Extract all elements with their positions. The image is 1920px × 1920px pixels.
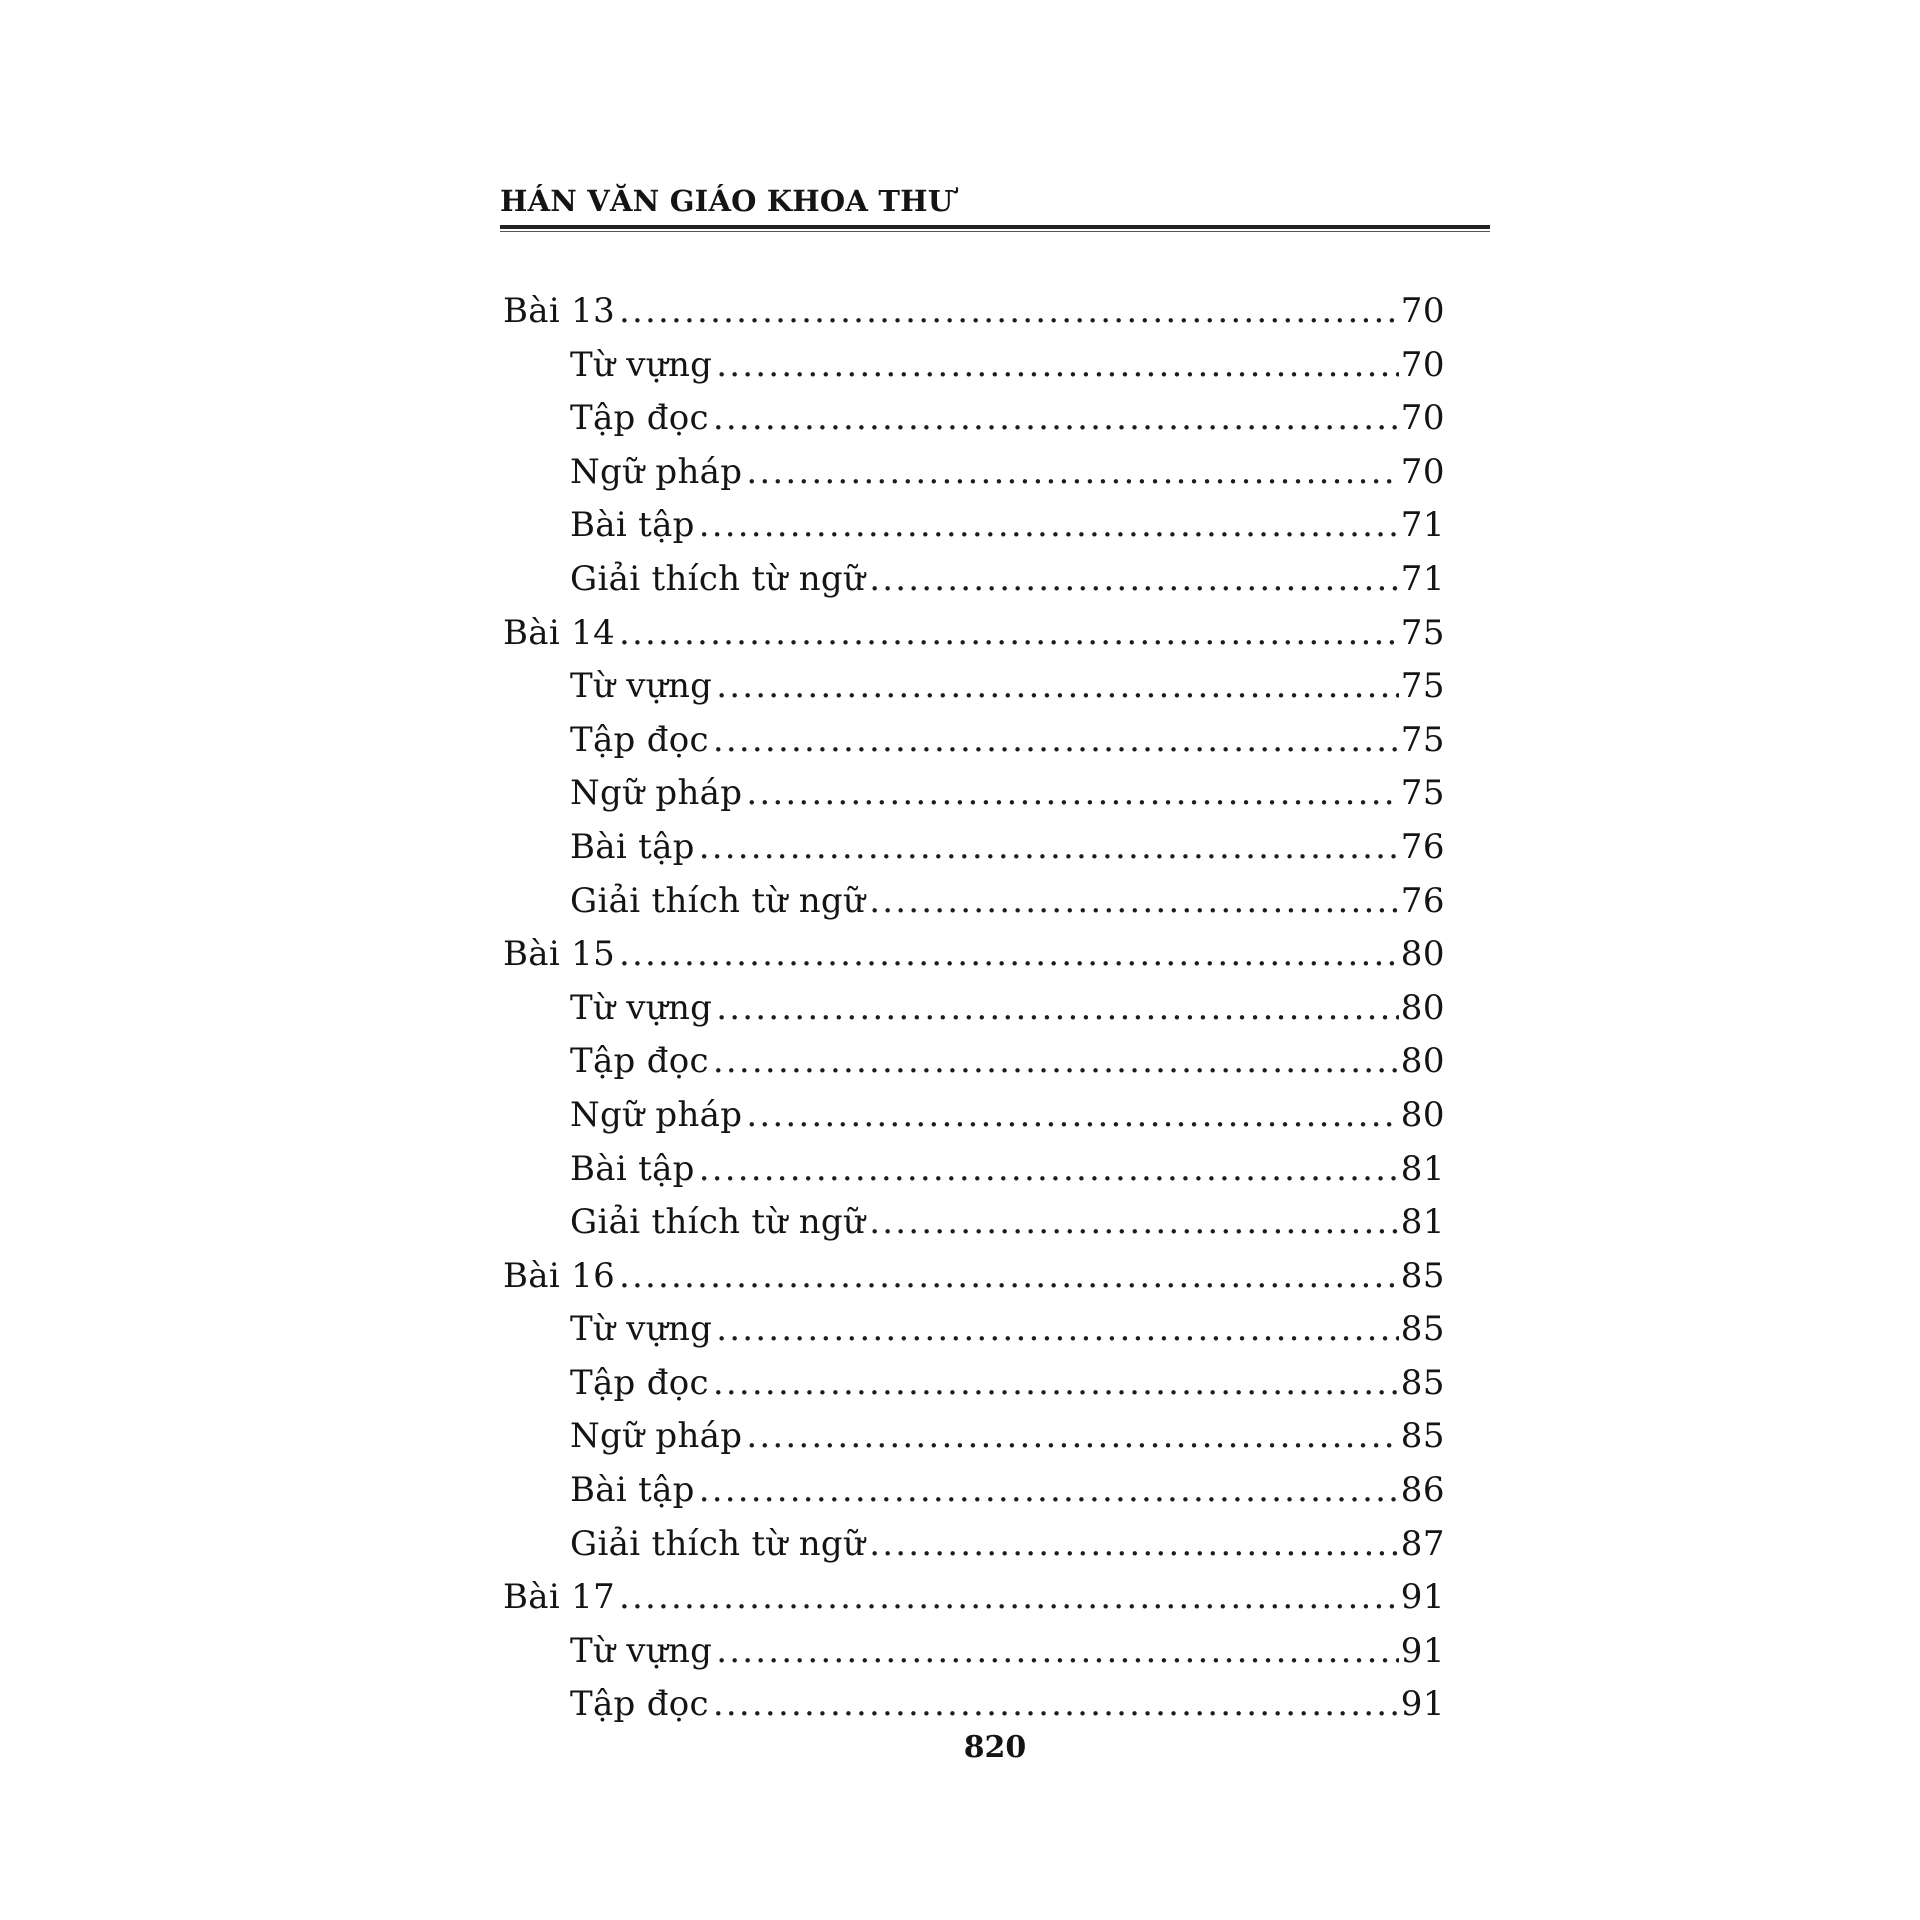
toc-subsection-entry	[503, 714, 1445, 768]
toc-subsection-entry	[503, 339, 1445, 393]
toc-subsection-entry	[503, 1410, 1445, 1464]
toc-entry-label: Từ vựng	[570, 344, 713, 385]
toc-subsection-entry	[503, 1196, 1445, 1250]
dot-leader	[869, 553, 1399, 607]
toc-subsection-entry	[503, 1518, 1445, 1572]
toc-lesson-entry	[503, 928, 1445, 982]
dot-leader	[716, 982, 1398, 1036]
toc-lesson-entry	[503, 1571, 1445, 1625]
toc-entry-label: Bài 13	[503, 291, 616, 331]
table-of-contents	[503, 285, 1445, 1732]
toc-entry-page: 70	[1400, 398, 1445, 439]
dot-leader	[619, 285, 1399, 339]
toc-entry-page: 75	[1400, 719, 1445, 760]
dot-leader	[713, 1035, 1399, 1089]
toc-entry-label: Ngữ pháp	[570, 451, 743, 492]
dot-leader	[716, 339, 1398, 393]
toc-entry-label: Tập đọc	[570, 1041, 709, 1082]
toc-entry-page: 85	[1400, 1362, 1445, 1403]
dot-leader	[746, 1410, 1398, 1464]
toc-entry-label: Ngữ pháp	[570, 1094, 743, 1135]
dot-leader	[716, 1303, 1398, 1357]
toc-subsection-entry	[503, 1464, 1445, 1518]
toc-entry-page: 75	[1400, 773, 1445, 814]
dot-leader	[619, 1571, 1399, 1625]
toc-entry-page: 75	[1400, 612, 1445, 653]
book-title: HÁN VĂN GIÁO KHOA THƯ	[500, 184, 954, 218]
toc-subsection-entry	[503, 767, 1445, 821]
toc-entry-label: Giải thích từ ngữ	[570, 558, 866, 599]
dot-leader	[619, 1250, 1399, 1304]
dot-leader	[713, 1678, 1399, 1732]
toc-entry-page: 80	[1400, 934, 1445, 975]
dot-leader	[619, 607, 1399, 661]
dot-leader	[699, 1143, 1399, 1197]
toc-entry-label: Bài tập	[570, 826, 695, 867]
toc-subsection-entry	[503, 982, 1445, 1036]
toc-subsection-entry	[503, 392, 1445, 446]
toc-entry-label: Từ vựng	[570, 1309, 713, 1350]
dot-leader	[699, 1464, 1399, 1518]
toc-entry-page: 85	[1400, 1255, 1445, 1296]
toc-entry-label: Ngữ pháp	[570, 773, 743, 814]
toc-entry-label: Bài 17	[503, 1577, 616, 1618]
toc-entry-page: 80	[1400, 1094, 1445, 1135]
toc-entry-page: 85	[1400, 1309, 1445, 1350]
toc-subsection-entry	[503, 1303, 1445, 1357]
toc-entry-page: 85	[1400, 1416, 1445, 1457]
dot-leader	[619, 928, 1399, 982]
toc-entry-page: 81	[1400, 1202, 1445, 1243]
toc-entry-page: 80	[1400, 987, 1445, 1028]
toc-subsection-entry	[503, 499, 1445, 553]
toc-subsection-entry	[503, 1143, 1445, 1197]
toc-entry-label: Bài tập	[570, 1470, 695, 1511]
toc-entry-label: Từ vựng	[570, 666, 713, 707]
toc-lesson-entry	[503, 285, 1445, 339]
dot-leader	[699, 499, 1399, 553]
toc-entry-page: 80	[1400, 1041, 1445, 1082]
toc-entry-label: Tập đọc	[570, 719, 709, 760]
toc-subsection-entry	[503, 1678, 1445, 1732]
toc-subsection-entry	[503, 875, 1445, 929]
toc-lesson-entry	[503, 1250, 1445, 1304]
toc-entry-page: 87	[1400, 1523, 1445, 1564]
toc-entry-page: 75	[1400, 666, 1445, 707]
toc-entry-label: Giải thích từ ngữ	[570, 1523, 866, 1564]
toc-entry-page: 91	[1400, 1577, 1445, 1618]
dot-leader	[746, 446, 1398, 500]
toc-entry-label: Tập đọc	[570, 1684, 709, 1725]
toc-subsection-entry	[503, 1357, 1445, 1411]
dot-leader	[699, 821, 1399, 875]
dot-leader	[869, 1196, 1399, 1250]
toc-entry-label: Ngữ pháp	[570, 1416, 743, 1457]
toc-entry-page: 81	[1400, 1148, 1445, 1189]
toc-entry-label: Bài tập	[570, 505, 695, 546]
toc-entry-page: 70	[1400, 344, 1445, 385]
toc-entry-label: Giải thích từ ngữ	[570, 880, 866, 921]
toc-subsection-entry	[503, 446, 1445, 500]
dot-leader	[713, 1357, 1399, 1411]
toc-entry-page: 76	[1400, 880, 1445, 921]
toc-subsection-entry	[503, 821, 1445, 875]
toc-subsection-entry	[503, 1035, 1445, 1089]
page-number: 820	[963, 1730, 1027, 1765]
dot-leader	[869, 1518, 1399, 1572]
toc-entry-page: 76	[1400, 826, 1445, 867]
dot-leader	[713, 714, 1399, 768]
toc-entry-page: 70	[1400, 451, 1445, 492]
dot-leader	[746, 1089, 1398, 1143]
toc-entry-label: Bài tập	[570, 1148, 695, 1189]
toc-entry-label: Bài 16	[503, 1255, 616, 1296]
toc-entry-label: Bài 14	[503, 612, 616, 653]
toc-subsection-entry	[503, 1625, 1445, 1679]
toc-entry-label: Tập đọc	[570, 1362, 709, 1403]
dot-leader	[869, 875, 1399, 929]
toc-entry-page: 70	[1400, 291, 1445, 331]
toc-entry-label: Tập đọc	[570, 398, 709, 439]
toc-subsection-entry	[503, 553, 1445, 607]
header-rule	[500, 225, 1490, 229]
toc-lesson-entry	[503, 607, 1445, 661]
dot-leader	[716, 1625, 1398, 1679]
toc-entry-label: Giải thích từ ngữ	[570, 1202, 866, 1243]
toc-entry-page: 71	[1400, 558, 1445, 599]
toc-subsection-entry	[503, 1089, 1445, 1143]
toc-subsection-entry	[503, 660, 1445, 714]
toc-entry-label: Từ vựng	[570, 1630, 713, 1671]
dot-leader	[746, 767, 1398, 821]
toc-entry-label: Bài 15	[503, 934, 616, 975]
running-header	[500, 180, 1490, 230]
toc-entry-page: 91	[1400, 1630, 1445, 1671]
toc-entry-page: 71	[1400, 505, 1445, 546]
dot-leader	[713, 392, 1399, 446]
toc-entry-label: Từ vựng	[570, 987, 713, 1028]
toc-entry-page: 91	[1400, 1684, 1445, 1725]
toc-entry-page: 86	[1400, 1470, 1445, 1511]
dot-leader	[716, 660, 1398, 714]
